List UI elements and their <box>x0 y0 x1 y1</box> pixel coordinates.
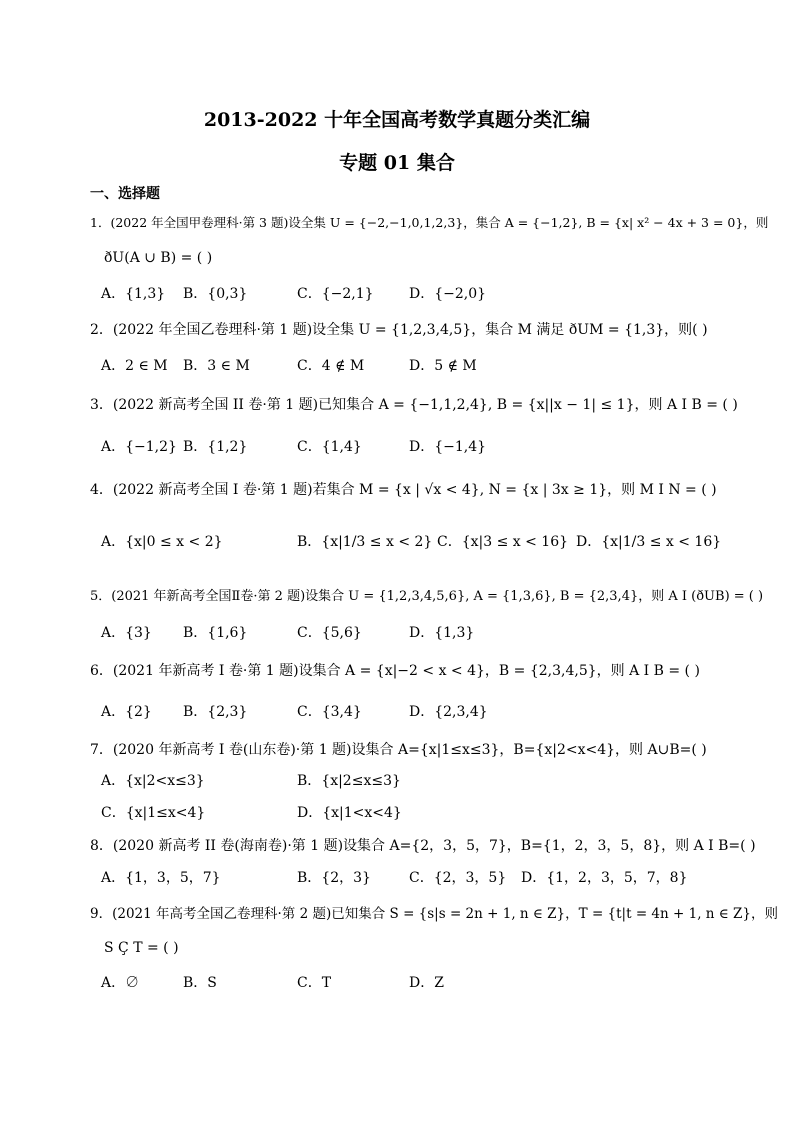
question-9-option-a: A．∅ <box>101 975 140 991</box>
question-9-continuation: S Ç T = ( ) <box>104 940 179 956</box>
question-3-option-b: B．{1,2} <box>183 439 248 455</box>
question-5-option-b: B．{1,6} <box>183 625 248 641</box>
question-3-option-a: A．{−1,2} <box>101 439 177 455</box>
question-5-option-c: C．{5,6} <box>297 625 362 641</box>
question-6-option-b: B．{2,3} <box>183 704 248 720</box>
question-1-option-d: D．{−2,0} <box>409 286 487 302</box>
question-5-option-a: A．{3} <box>101 625 152 641</box>
question-7-option-a: A．{x|2<x≤3} <box>101 773 205 789</box>
question-2-stem: 2．(2022 年全国乙卷理科·第 1 题)设全集 U = {1,2,3,4,5}，集合 M 满足 ðUM = {1,3}，则( ) <box>90 322 708 338</box>
question-5-stem: 5．(2021 年新高考全国Ⅱ卷·第 2 题)设集合 U = {1,2,3,4,5,6}, A = {1,3,6}, B = {2,3,4}，则 A I (ðUB) = ( ) <box>90 589 764 604</box>
question-1-option-c: C．{−2,1} <box>297 286 374 302</box>
question-4-stem: 4．(2022 新高考全国 I 卷·第 1 题)若集合 M = {x | √x < 4}, N = {x | 3x ≥ 1}，则 M I N = ( ) <box>90 482 717 498</box>
question-3-option-d: D．{−1,4} <box>409 439 487 455</box>
question-6-option-c: C．{3,4} <box>297 704 362 720</box>
question-1-continuation: ðU(A ∪ B) = ( ) <box>104 250 213 266</box>
question-9-option-d: D．Z <box>409 975 444 991</box>
question-2-option-d: D．5 ∉ M <box>409 358 477 374</box>
question-1-option-a: A．{1,3} <box>101 286 166 302</box>
question-7-option-c: C．{x|1≤x<4} <box>101 805 206 821</box>
question-3-stem: 3．(2022 新高考全国 II 卷·第 1 题)已知集合 A = {−1,1,2,4}, B = {x||x − 1| ≤ 1}，则 A I B = ( ) <box>90 397 738 413</box>
question-9-option-c: C．T <box>297 975 332 991</box>
question-8-option-d: D．{1，2，3，5，7，8} <box>521 870 688 886</box>
question-8-option-c: C．{2，3，5} <box>409 870 507 886</box>
question-7-option-d: D．{x|1<x<4} <box>297 805 402 821</box>
question-8-stem: 8．(2020 新高考 II 卷(海南卷)·第 1 题)设集合 A={2，3，5，7}，B={1，2，3，5，8}，则 A I B=( ) <box>90 838 756 854</box>
question-7-option-b: B．{x|2≤x≤3} <box>297 773 401 789</box>
section-heading: 一、选择题 <box>90 186 160 202</box>
question-9-stem: 9．(2021 年高考全国乙卷理科·第 2 题)已知集合 S = {s|s = 2n + 1, n ∈ Z}，T = {t|t = 4n + 1, n ∈ Z}，则 <box>90 906 779 922</box>
question-8-option-b: B．{2，3} <box>297 870 371 886</box>
question-4-option-b: B．{x|1/3 ≤ x < 2} <box>297 534 433 550</box>
question-2-option-c: C．4 ∉ M <box>297 358 365 374</box>
question-1-option-b: B．{0,3} <box>183 286 248 302</box>
question-6-option-a: A．{2} <box>101 704 152 720</box>
question-4-option-c: C．{x|3 ≤ x < 16} <box>437 534 569 550</box>
question-5-option-d: D．{1,3} <box>409 625 475 641</box>
question-6-stem: 6．(2021 年新高考 I 卷·第 1 题)设集合 A = {x|−2 < x < 4}，B = {2,3,4,5}，则 A I B = ( ) <box>90 663 700 679</box>
question-3-option-c: C．{1,4} <box>297 439 362 455</box>
document-title: 2013-2022 十年全国高考数学真题分类汇编 <box>203 109 591 131</box>
question-6-option-d: D．{2,3,4} <box>409 704 488 720</box>
question-8-option-a: A．{1，3，5，7} <box>101 870 221 886</box>
question-2-option-a: A．2 ∈ M <box>101 358 168 374</box>
question-9-option-b: B．S <box>183 975 217 991</box>
question-4-option-a: A．{x|0 ≤ x < 2} <box>101 534 223 550</box>
document-subtitle: 专题 01 集合 <box>339 152 455 174</box>
question-2-option-b: B．3 ∈ M <box>183 358 250 374</box>
question-1-stem: 1．(2022 年全国甲卷理科·第 3 题)设全集 U = {−2,−1,0,1,2,3}，集合 A = {−1,2}, B = {x| x² − 4x + 3 = 0}，则 <box>90 215 769 230</box>
question-7-stem: 7．(2020 年新高考 I 卷(山东卷)·第 1 题)设集合 A={x|1≤x≤3}，B={x|2<x<4}，则 A∪B=( ) <box>90 742 707 758</box>
question-4-option-d: D．{x|1/3 ≤ x < 16} <box>576 534 722 550</box>
